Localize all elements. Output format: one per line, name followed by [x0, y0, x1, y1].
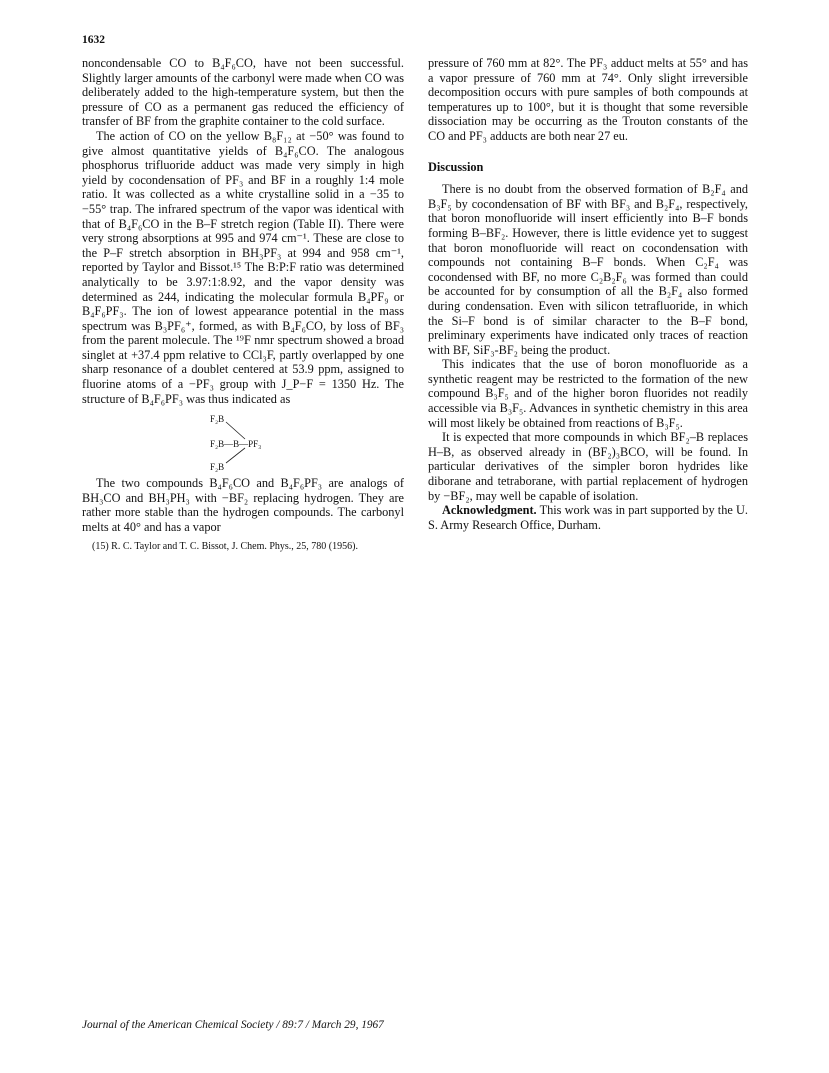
right-paragraph-4: It is expected that more compounds in which BF₂–B replaces H–B, as observed already in (BF₂)₃BCO, will be found. In particular derivatives of the simpler boron hydrides like diborane and tetraborane, with partial replacement of hydrogen by −BF₂, may well be capable of isolation.	[428, 430, 748, 503]
right-paragraph-3: This indicates that the use of boron monofluoride as a synthetic reagent may be restricted to the formation of the new compound B₃F₅ and of the higher boron fluorides not readily accessible via B₃F₅. Advances in synthetic chemistry in this area will most likely be obtained from reactions of B₃F₅.	[428, 357, 748, 430]
page-number: 1632	[82, 34, 105, 46]
structure-middle-group: F₂B—B—PF₃	[210, 439, 262, 450]
left-paragraph-1: noncondensable CO to B₄F₆CO, have not been successful. Slightly larger amounts of the carbonyl were made when CO was deliberately added to the high-temperature system, but then the pressure of CO as a permanent gas reduced the efficiency of transfer of BF from the graphite container to the cold surface.	[82, 56, 404, 129]
right-column	[428, 56, 748, 532]
section-heading-discussion: Discussion	[428, 159, 484, 174]
structure-top-group: F₂B	[210, 414, 225, 425]
footnote-15: (15) R. C. Taylor and T. C. Bissot, J. Chem. Phys., 25, 780 (1956).	[92, 540, 358, 552]
left-paragraph-2: The action of CO on the yellow B₈F₁₂ at −50° was found to give almost quantitative yields of B₄F₆CO. The analogous phosphorus trifluoride adduct was made very simply in high yield by cocondensation of PF₃ and BF in a roughly 1:4 mole ratio. It was collected as a white crystalline solid in a −35 to −55° trap. The infrared spectrum of the vapor was identical with that of B₄F₆CO in the B–F stretch region (Table II). There were very strong absorptions at 995 and 974 cm⁻¹. These are close to the P–F stretch absorption in BH₃PF₃ at 994 and 958 cm⁻¹, reported by Taylor and Bissot.¹⁵ The B:P:F ratio was determined analytically to be 3.97:1:8.92, and the vapor density was determined as 244, indicating the molecular formula B₄PF₉ or B₄F₆PF₃. The ion of lowest appearance potential in the mass spectrum was B₃PF₆⁺, formed, as with B₄F₆CO, by loss of BF₃ from the parent molecule. The ¹⁹F nmr spectrum showed a broad singlet at +37.4 ppm relative to CCl₃F, partly overlapped by one sharp resonance of a doublet centered at 53.9 ppm, assigned to fluorine atoms of a −PF₃ group with J_P−F = 1350 Hz. The structure of B₄F₆PF₃ was thus indicated as	[82, 128, 404, 406]
right-paragraph-2: There is no doubt from the observed formation of B₂F₄ and B₃F₅ by cocondensation of BF with BF₃ and B₂F₄, respectively, that boron monofluoride will insert efficiently into B–F bonds forming B–BF₂. However, there is little evidence yet to suggest that boron monofluoride will react on cocondensation with compounds not containing B–F bonds. When C₂F₄ was cocondensed with BF, no more C₂B₂F₆ was formed than could be accounted for by consumption of all the B₂F₄ also formed during condensation. Even with silicon tetrafluoride, in which the Si–F bond is of similar character to the B–F bond, preliminary experiments have indicated only traces of reaction with BF, SiF₃-BF₂ being the product.	[428, 182, 748, 357]
structure-bottom-group: F₂B	[210, 462, 225, 473]
acknowledgment	[428, 503, 748, 532]
acknowledgment-text: This work was in part supported by the U. S. Army Research Office, Durham.	[428, 503, 748, 532]
acknowledgment-label: Acknowledgment.	[442, 503, 537, 518]
journal-footer: Journal of the American Chemical Society / 89:7 / March 29, 1967	[82, 1019, 384, 1031]
structure-diagram	[82, 410, 404, 472]
right-paragraph-1: pressure of 760 mm at 82°. The PF₃ adduct melts at 55° and has a vapor pressure of 760 mm at 74°. Only slight irreversible decomposition occurs with pure samples of both compounds at temperatures up to 100°, but it is thought that some reversible dissociation may be occurring as the Trouton constants of the CO and PF₃ adducts are both near 27 eu.	[428, 56, 748, 143]
left-paragraph-3: The two compounds B₄F₆CO and B₄F₆PF₃ are analogs of BH₃CO and BH₃PH₃ with −BF₂ replacing hydrogen. They are rather more stable than the hydrogen compounds. The carbonyl melts at 40° and has a vapor	[82, 476, 404, 535]
left-column	[82, 56, 404, 553]
